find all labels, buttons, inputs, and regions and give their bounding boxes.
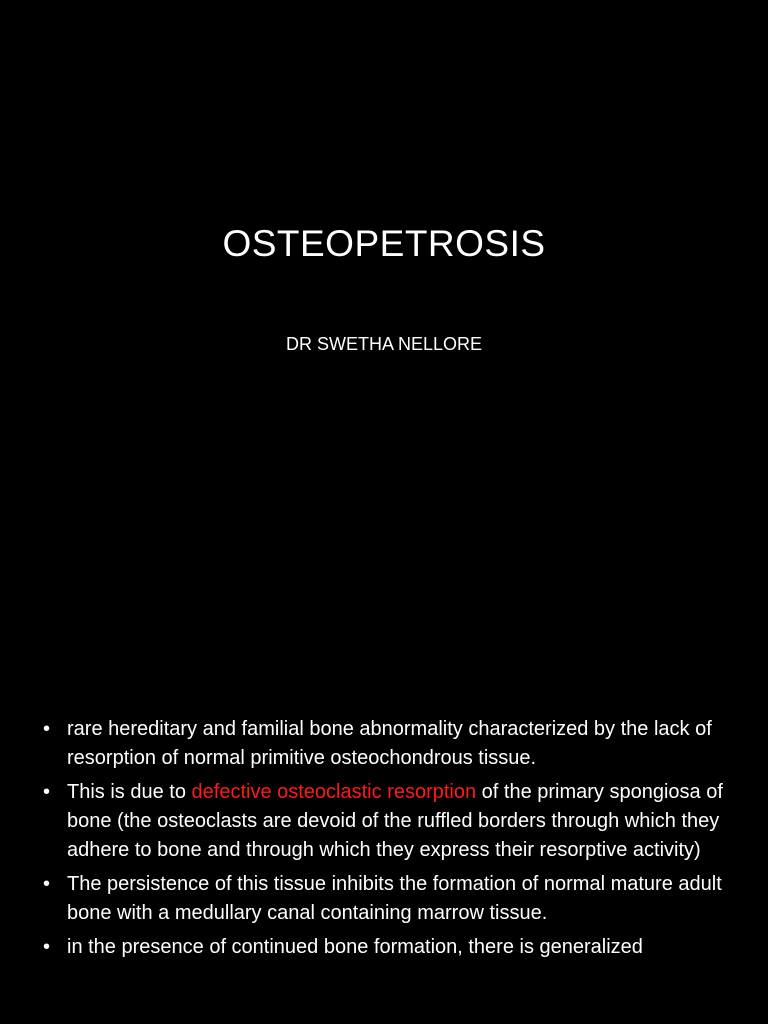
bullet-marker: • [43, 873, 51, 895]
slide-author: DR SWETHA NELLORE [285, 334, 483, 354]
slide-title: OSTEOPETROSIS [222, 223, 546, 264]
bullet-list [40, 715, 740, 967]
bullet-text: The persistence of this tissue inhibits the formation of normal mature adult bone with a medullary canal containing marrow tissue. [67, 873, 722, 924]
bullet-marker: • [43, 781, 51, 803]
bullet-item [40, 870, 740, 928]
bullet-text: in the presence of continued bone formation, there is generalized [67, 936, 643, 958]
bullet-item [40, 715, 740, 773]
bullet-marker: • [43, 936, 51, 958]
bullet-marker: • [43, 718, 51, 740]
bullet-highlight-text: defective osteoclastic resorption [191, 781, 477, 803]
bullet-text-after: of the primary spongiosa of bone (the osteoclasts are devoid of the ruffled borders through which they adhere to bone and through which they express their resorptive activity) [67, 781, 723, 861]
bullet-item [40, 778, 740, 865]
bullet-text-before: This is due to [67, 781, 192, 803]
bullet-text: rare hereditary and familial bone abnormality characterized by the lack of resorption of normal primitive osteochondrous tissue. [67, 718, 712, 769]
bullet-item [40, 933, 740, 962]
